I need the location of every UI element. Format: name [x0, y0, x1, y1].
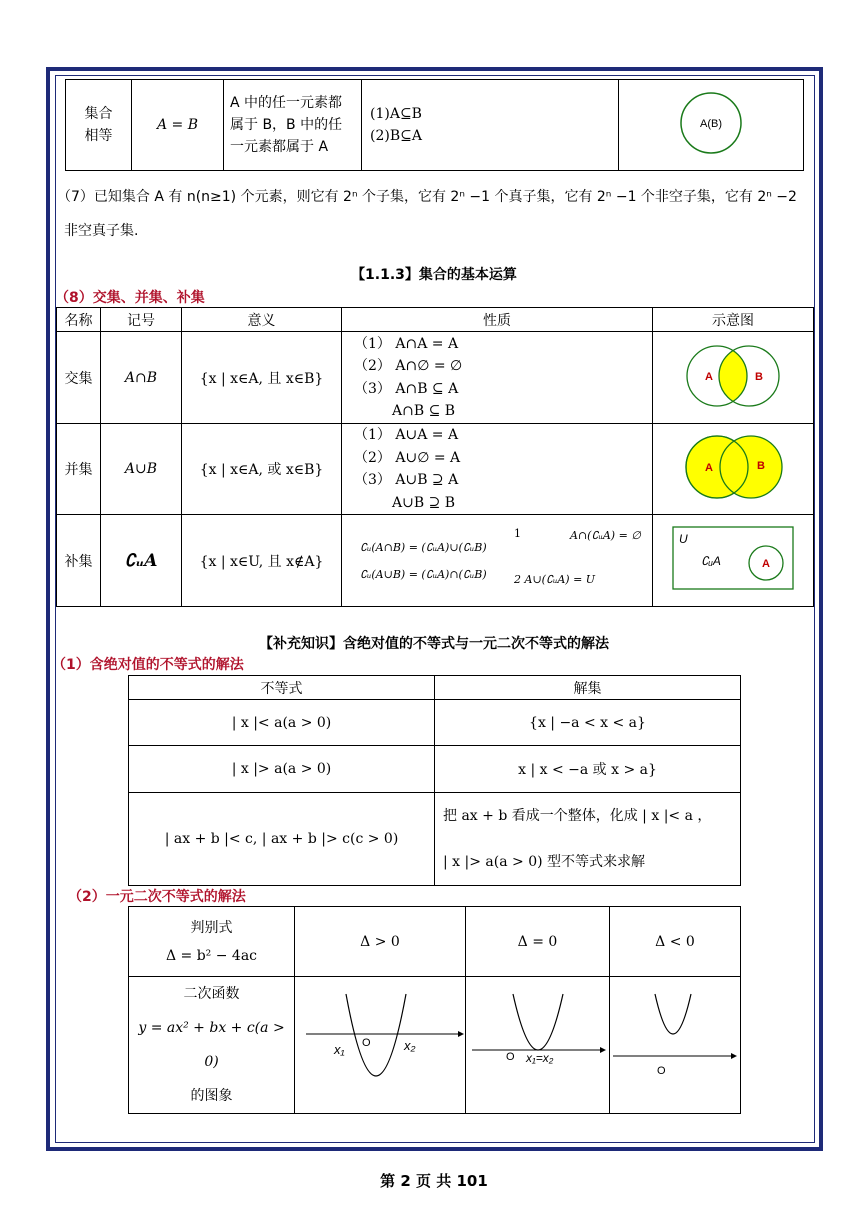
quad-case: Δ < 0	[610, 907, 741, 977]
prop-line: A∩B ⊆ B	[392, 403, 456, 419]
equal-prop-2: (2)B⊆A	[370, 128, 422, 144]
graph-cell-3	[610, 977, 741, 1114]
ops-table	[56, 307, 814, 607]
abs-header-ineq: 不等式	[129, 676, 435, 700]
abs-ineq: | x |> a(a > 0)	[129, 746, 435, 793]
equal-table	[65, 79, 804, 171]
union-label-a: A	[705, 462, 713, 474]
equal-meaning: A 中的任一元素都属于 B，B 中的任一元素都属于 A	[224, 80, 362, 171]
note-7-line-2: 非空真子集.	[64, 223, 139, 239]
prop-line: 1	[514, 527, 521, 540]
prop-line: A∩(∁ᵤA) = ∅	[570, 529, 641, 542]
supp-title: 【补充知识】含绝对值的不等式与一元二次不等式的解法	[259, 636, 609, 652]
quad-disc	[129, 907, 295, 977]
prop-line: 2 A∪(∁ᵤA) = U	[514, 573, 596, 586]
ops-row-props	[342, 332, 653, 424]
abs-ineq: | x |< a(a > 0)	[129, 700, 435, 746]
intersection-label-b: B	[755, 370, 763, 383]
prop-line: （2） A∪∅ = A	[354, 449, 461, 466]
graph1-origin: O	[362, 1037, 371, 1049]
quad-func-label-3: 的图象	[190, 1088, 233, 1104]
ops-row-meaning: {x | x∈A, 且 x∈B}	[182, 332, 342, 424]
prop-line: （1） A∪A = A	[354, 427, 459, 443]
note-7-line-1: （7）已知集合 A 有 n(n≥1) 个元素，则它有 2ⁿ 个子集，它有 2ⁿ −1 个真子集，它有 2ⁿ −1 个非空子集，它有 2ⁿ −2	[57, 189, 797, 205]
ops-header-name: 名称	[57, 308, 101, 332]
abs-header-sol: 解集	[435, 676, 741, 700]
graph2-origin: O	[505, 1051, 515, 1063]
abs-sol: {x | −a < x < a}	[435, 700, 741, 746]
ops-header-meaning: 意义	[182, 308, 342, 332]
equal-notation: A = B	[132, 80, 224, 171]
abs-sol: x | x < −a 或 x > a}	[435, 746, 741, 793]
abs-sol	[435, 793, 741, 886]
graph2-x12: x₁=x₂	[525, 1051, 553, 1065]
abs-table	[128, 675, 741, 886]
quad-case: Δ = 0	[466, 907, 610, 977]
graph1-x1: x₁	[334, 1042, 345, 1057]
prop-line: （1） A∩A = A	[354, 335, 459, 352]
ops-row-meaning: {x | x∈U, 且 x∉A}	[182, 515, 342, 607]
abs-ineq: | ax + b |< c, | ax + b |> c(c > 0)	[129, 793, 435, 886]
graph-two-roots	[296, 988, 464, 1098]
ops-row-name: 并集	[57, 424, 101, 515]
ops-row-name: 交集	[57, 332, 101, 424]
prop-line: （3） A∩B ⊆ A	[354, 380, 459, 397]
prop-line: ∁ᵤ(A∪B) = (∁ᵤA)∩(∁ᵤB)	[360, 568, 487, 581]
ops-header-props: 性质	[342, 308, 653, 332]
section-title: 【1.1.3】集合的基本运算	[351, 267, 517, 283]
quad-table	[128, 906, 741, 1114]
quad-func-label-1: 二次函数	[183, 986, 240, 1002]
equal-prop-1: (1)A⊆B	[370, 106, 422, 122]
prop-line: ∁ᵤ(A∩B) = (∁ᵤA)∪(∁ᵤB)	[360, 541, 487, 554]
ops-row-name: 补集	[57, 515, 101, 607]
equal-diagram	[619, 80, 804, 171]
intersection-diagram	[653, 332, 814, 424]
complement-diagram	[653, 515, 814, 607]
quad-func	[129, 977, 295, 1114]
graph1-x2: x₂	[404, 1038, 416, 1053]
equal-props	[362, 80, 619, 171]
abs-sol-line-1: 把 ax + b 看成一个整体，化成 | x |< a ，	[443, 808, 712, 824]
equal-name: 集合相等	[66, 80, 132, 171]
abs-sol-line-2: | x |> a(a > 0) 型不等式来求解	[443, 854, 646, 870]
ops-row-notation: ∁ᵤA	[101, 515, 182, 607]
quad-func-label-2: y = ax² + bx + c(a > 0)	[138, 1020, 285, 1070]
ops-row-meaning: {x | x∈A, 或 x∈B}	[182, 424, 342, 515]
intersection-label-a: A	[705, 370, 713, 383]
union-diagram	[653, 424, 814, 515]
equal-diagram-label: A(B)	[700, 118, 722, 130]
quad-disc-formula: Δ = b² − 4ac	[165, 947, 258, 964]
quad-heading: （2）一元二次不等式的解法	[68, 889, 246, 905]
graph-cell-2	[466, 977, 610, 1114]
graph3-origin: O	[657, 1065, 666, 1077]
ops-row-props	[342, 424, 653, 515]
quad-case: Δ > 0	[295, 907, 466, 977]
graph-no-root	[611, 988, 739, 1098]
prop-line: A∪B ⊇ B	[392, 494, 456, 511]
prop-line: （2） A∩∅ = ∅	[354, 358, 463, 374]
complement-label-u: U	[679, 531, 688, 546]
complement-label-cua: ∁ᵤA	[701, 553, 721, 568]
ops-row-props	[342, 515, 653, 607]
page-footer: 第 2 页 共 101	[380, 1172, 488, 1190]
union-label-b: B	[757, 460, 765, 472]
ops-header-diagram: 示意图	[653, 308, 814, 332]
graph-one-root	[468, 988, 608, 1098]
ops-row-notation: A∩B	[101, 332, 182, 424]
graph-cell-1	[295, 977, 466, 1114]
ops-row-notation: A∪B	[101, 424, 182, 515]
abs-heading: （1）含绝对值的不等式的解法	[52, 657, 244, 673]
complement-label-a: A	[762, 557, 770, 570]
ops-header-notation: 记号	[101, 308, 182, 332]
ops-heading: （8）交集、并集、补集	[55, 290, 205, 306]
quad-disc-label: 判别式	[190, 919, 233, 936]
prop-line: （3） A∪B ⊇ A	[354, 472, 459, 488]
